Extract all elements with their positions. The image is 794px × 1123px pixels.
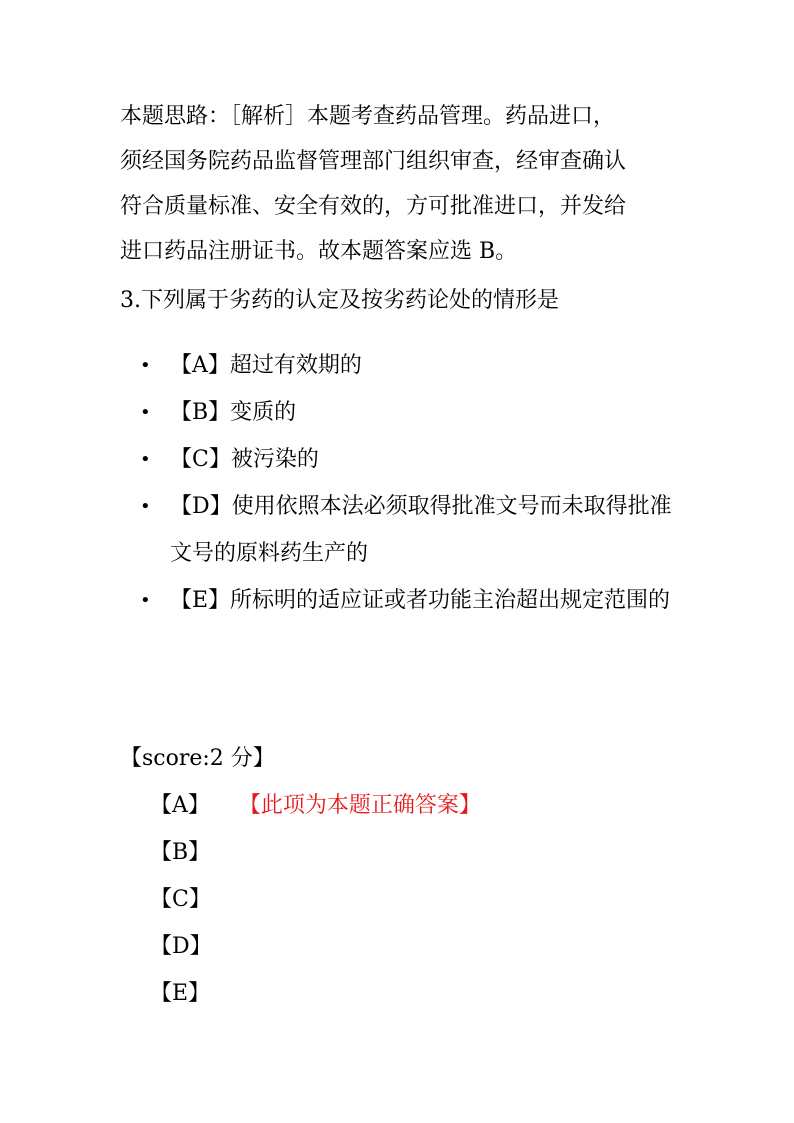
answer-row-a bbox=[150, 786, 481, 833]
score-label: 【score:2 分】 bbox=[120, 746, 275, 771]
option-list bbox=[140, 342, 680, 624]
analysis-line: 本题思路：［解析］本题考查药品管理。药品进口， bbox=[120, 104, 616, 129]
answer-label: 【B】 bbox=[150, 840, 211, 865]
answer-label: 【A】 bbox=[150, 793, 210, 818]
option-item-c bbox=[140, 436, 680, 483]
answer-row-e bbox=[150, 974, 481, 1021]
analysis-line: 须经国务院药品监督管理部门组织审查，经审查确认 bbox=[120, 149, 627, 174]
analysis-line: 符合质量标准、安全有效的，方可批准进口，并发给 bbox=[120, 194, 627, 219]
option-text: 【B】变质的 bbox=[170, 400, 297, 425]
answer-label: 【E】 bbox=[150, 981, 211, 1006]
analysis-paragraph bbox=[120, 94, 680, 274]
bullet-icon: • bbox=[140, 496, 151, 517]
option-item-d bbox=[140, 483, 680, 577]
bullet-icon: • bbox=[140, 449, 151, 470]
analysis-line: 进口药品注册证书。故本题答案应选 B。 bbox=[120, 239, 518, 264]
bullet-icon: • bbox=[140, 590, 151, 611]
answer-label: 【C】 bbox=[150, 887, 211, 912]
option-text: 【D】使用依照本法必须取得批准文号而未取得批准文号的原料药生产的 bbox=[170, 494, 672, 566]
bullet-icon: • bbox=[140, 355, 151, 376]
answer-list bbox=[150, 786, 481, 1021]
answer-row-b bbox=[150, 833, 481, 880]
answer-label: 【D】 bbox=[150, 934, 212, 959]
option-text: 【A】超过有效期的 bbox=[170, 353, 362, 378]
option-item-b bbox=[140, 389, 680, 436]
question-text: 3.下列属于劣药的认定及按劣药论处的情形是 bbox=[120, 288, 559, 313]
bullet-icon: • bbox=[140, 402, 151, 423]
answer-row-d bbox=[150, 927, 481, 974]
option-item-a bbox=[140, 342, 680, 389]
correct-answer-note: 【此项为本题正确答案】 bbox=[249, 793, 481, 818]
answer-row-c bbox=[150, 880, 481, 927]
option-item-e bbox=[140, 577, 680, 624]
option-text: 【C】被污染的 bbox=[170, 447, 319, 472]
option-text: 【E】所标明的适应证或者功能主治超出规定范围的 bbox=[170, 588, 671, 613]
